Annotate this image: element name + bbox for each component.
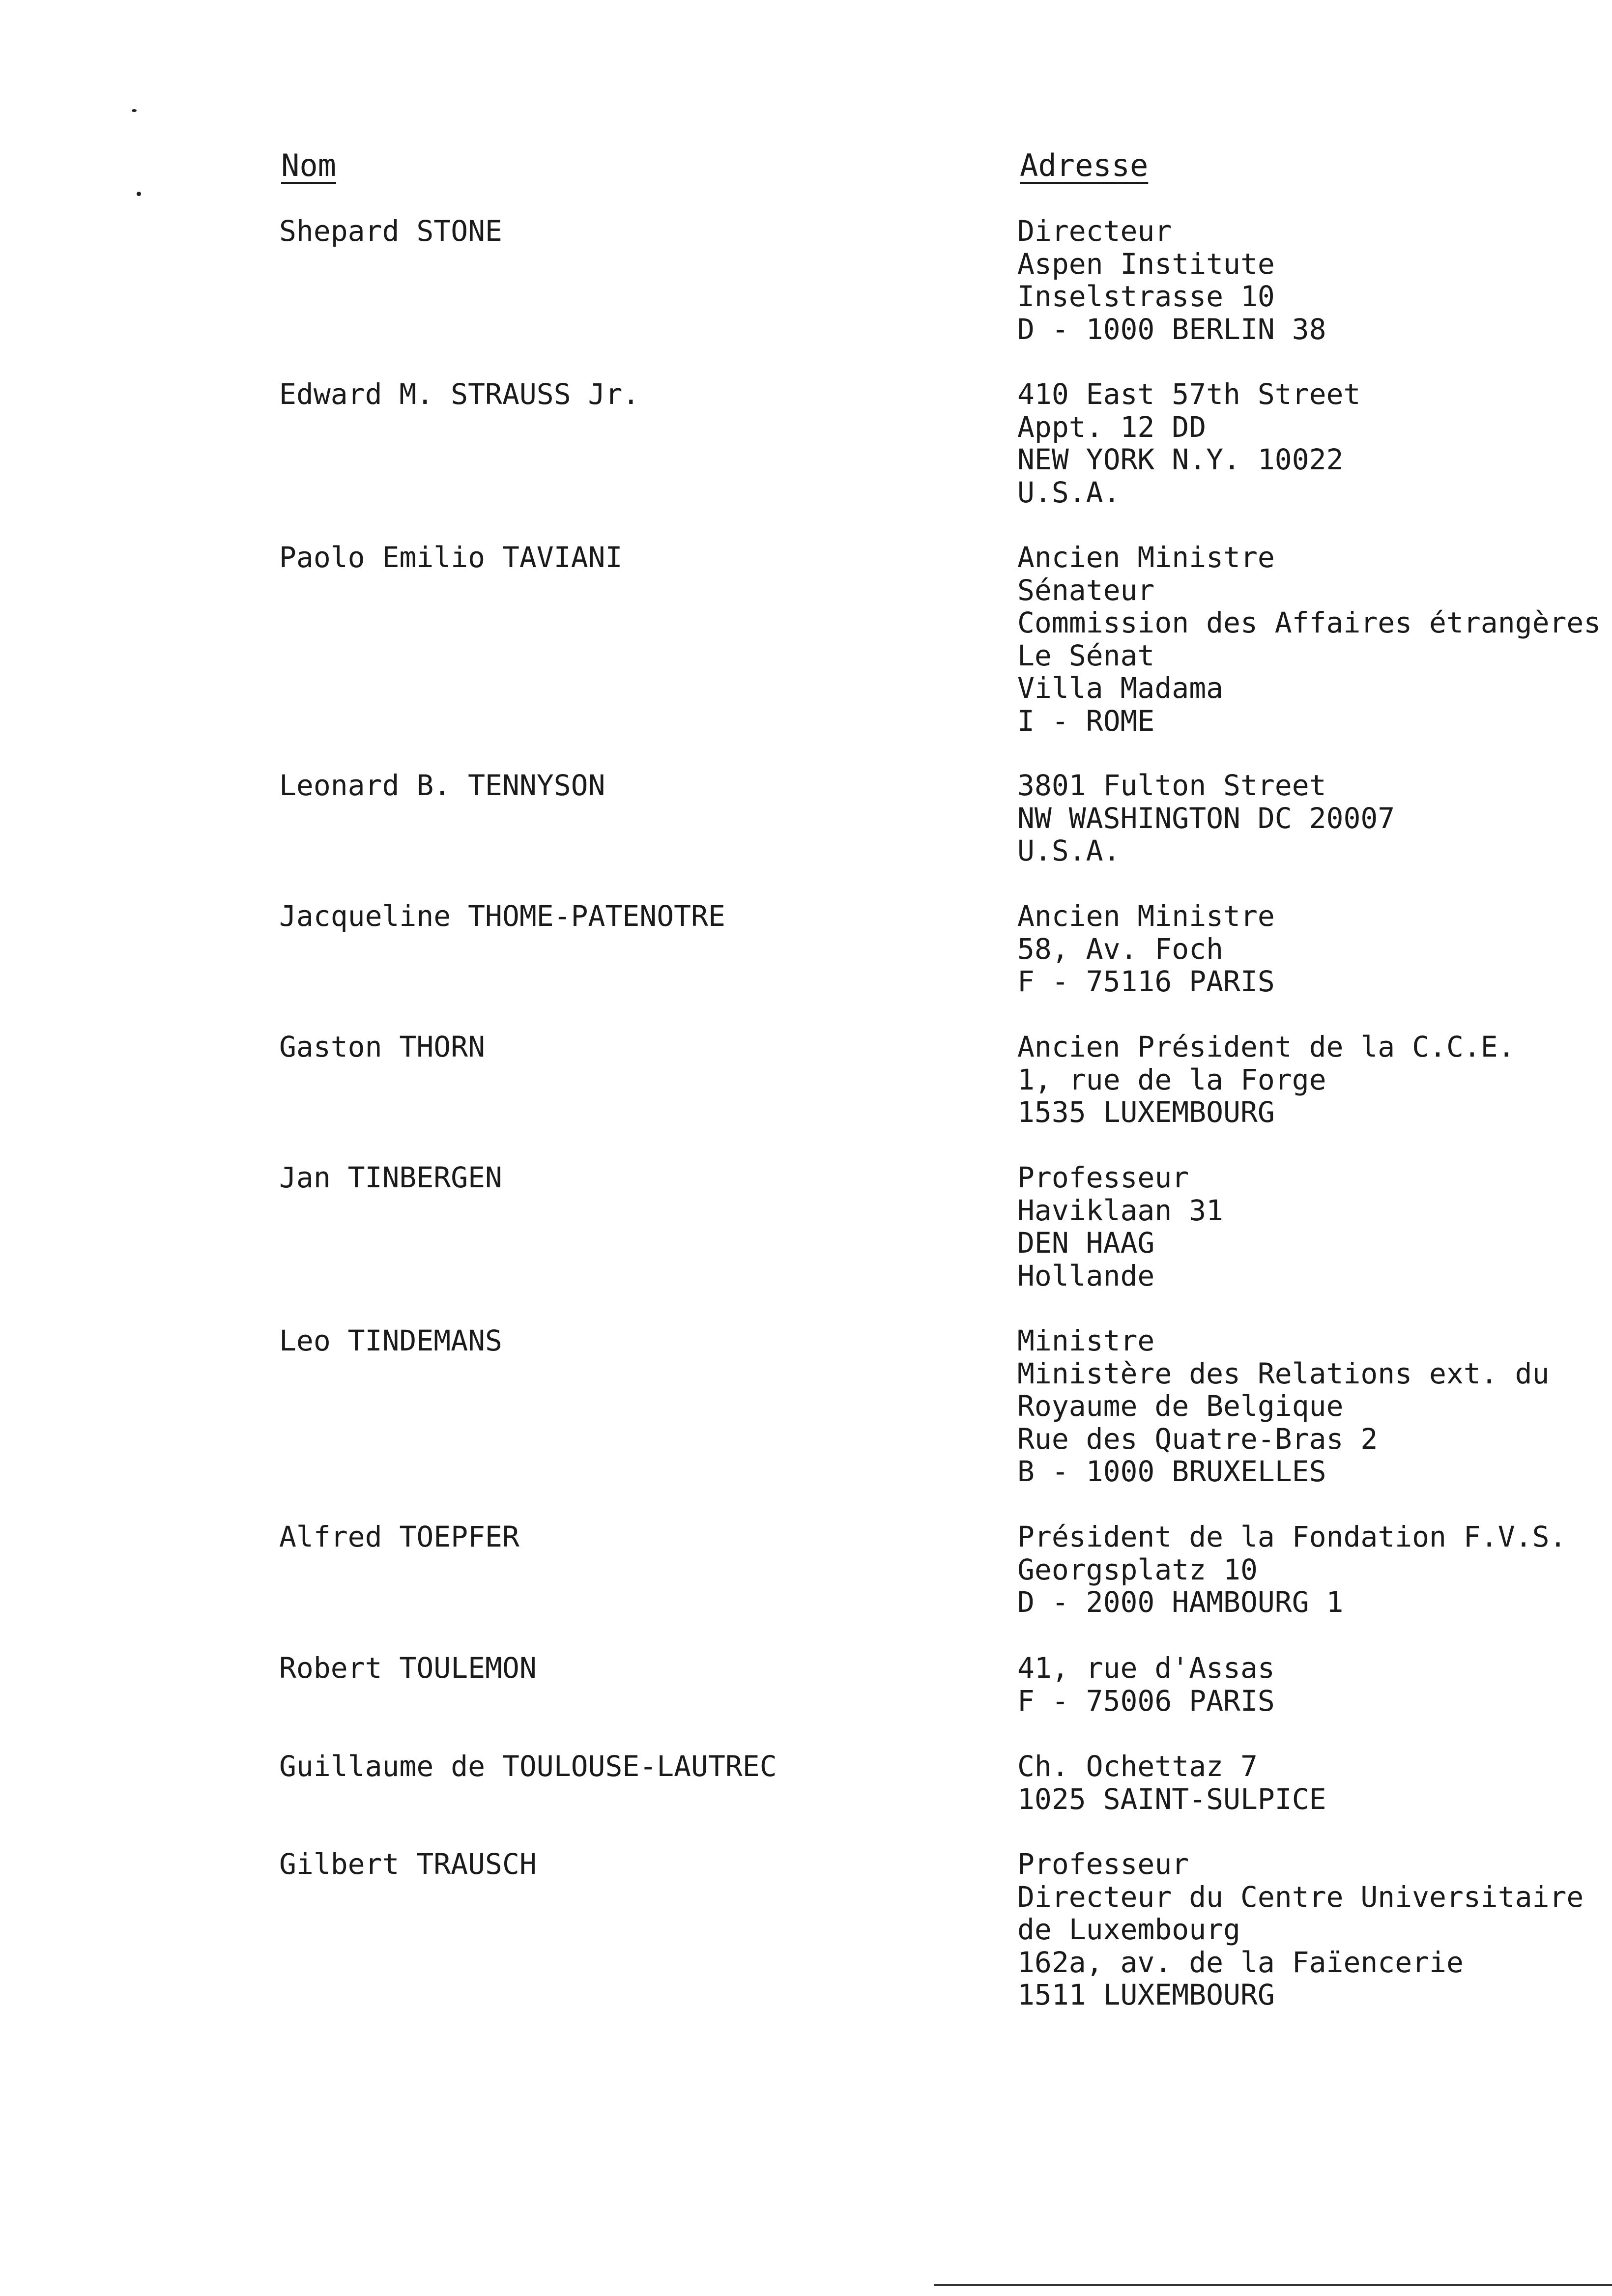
address-line: Ch. Ochettaz 7 <box>1017 1750 1258 1783</box>
entry-name: Leonard B. TENNYSON <box>279 769 605 802</box>
address-line: Directeur <box>1017 214 1172 248</box>
entry-name: Guillaume de TOULOUSE-LAUTREC <box>279 1750 777 1783</box>
entry-name: Robert TOULEMON <box>279 1651 537 1685</box>
address-line: F - 75006 PARIS <box>1017 1684 1275 1718</box>
address-line: Ministre <box>1017 1324 1155 1357</box>
address-line: Ministère des Relations ext. du <box>1017 1356 1550 1390</box>
address-line: 1, rue de la Forge <box>1017 1062 1326 1096</box>
address-line: Appt. 12 DD <box>1017 410 1207 444</box>
entry-address <box>1017 1652 1275 1717</box>
entry-name: Jacqueline THOME-PATENOTRE <box>279 899 725 933</box>
address-line: 1511 LUXEMBOURG <box>1017 1978 1275 2011</box>
address-line: F - 75116 PARIS <box>1017 965 1275 998</box>
address-line: Professeur <box>1017 1161 1189 1194</box>
entry-address <box>1017 215 1326 345</box>
column-header-name: Nom <box>281 147 336 183</box>
entry-name: Edward M. STRAUSS Jr. <box>279 377 640 411</box>
address-line: Le Sénat <box>1017 638 1155 672</box>
address-line: 1025 SAINT-SULPICE <box>1017 1782 1326 1816</box>
address-line: Ancien Ministre <box>1017 541 1275 574</box>
address-line: Commission des Affaires étrangères <box>1017 606 1601 639</box>
entry-address <box>1017 769 1395 867</box>
address-line: Président de la Fondation F.V.S. <box>1017 1520 1567 1553</box>
entry-address <box>1017 1031 1515 1129</box>
address-line: 58, Av. Foch <box>1017 932 1224 966</box>
address-line: U.S.A. <box>1017 475 1121 509</box>
entry-name: Gilbert TRAUSCH <box>279 1847 537 1881</box>
entry-name: Alfred TOEPFER <box>279 1520 519 1553</box>
address-line: 410 East 57th Street <box>1017 377 1361 411</box>
address-line: Rue des Quatre-Bras 2 <box>1017 1422 1378 1456</box>
footer-rule <box>934 2284 1612 2286</box>
entry-address <box>1017 1521 1566 1619</box>
entry-name: Paolo Emilio TAVIANI <box>279 541 623 574</box>
entry-address <box>1017 378 1360 509</box>
address-line: Georgsplatz 10 <box>1017 1552 1258 1586</box>
address-line: 3801 Fulton Street <box>1017 769 1326 802</box>
entry-address <box>1017 1848 1583 2011</box>
address-line: Inselstrasse 10 <box>1017 280 1275 313</box>
address-line: NW WASHINGTON DC 20007 <box>1017 801 1395 835</box>
address-line: I - ROME <box>1017 704 1155 738</box>
entry-name: Shepard STONE <box>279 214 502 248</box>
address-line: 162a, av. de la Faïencerie <box>1017 1945 1464 1979</box>
entry-address <box>1017 1324 1550 1488</box>
address-line: DEN HAAG <box>1017 1226 1155 1260</box>
column-header-address: Adresse <box>1020 147 1149 183</box>
address-line: Sénateur <box>1017 573 1155 607</box>
address-line: Villa Madama <box>1017 671 1224 705</box>
entry-address <box>1017 900 1275 998</box>
address-line: D - 1000 BERLIN 38 <box>1017 312 1326 346</box>
address-line: Royaume de Belgique <box>1017 1389 1344 1423</box>
address-line: Hollande <box>1017 1259 1155 1292</box>
address-line: D - 2000 HAMBOURG 1 <box>1017 1585 1344 1619</box>
address-line: 1535 LUXEMBOURG <box>1017 1095 1275 1129</box>
address-line: U.S.A. <box>1017 834 1121 867</box>
entry-name: Leo TINDEMANS <box>279 1324 502 1357</box>
scan-speck <box>132 109 137 112</box>
address-line: Ancien Président de la C.C.E. <box>1017 1030 1515 1063</box>
entry-name: Jan TINBERGEN <box>279 1161 502 1194</box>
entry-address <box>1017 1750 1326 1815</box>
entry-address <box>1017 541 1601 737</box>
address-line: Professeur <box>1017 1847 1189 1881</box>
address-line: NEW YORK N.Y. 10022 <box>1017 443 1344 476</box>
entry-address <box>1017 1161 1223 1292</box>
entry-name: Gaston THORN <box>279 1030 486 1063</box>
address-line: Aspen Institute <box>1017 247 1275 281</box>
address-line: 41, rue d'Assas <box>1017 1651 1275 1685</box>
address-line: de Luxembourg <box>1017 1913 1240 1946</box>
address-line: B - 1000 BRUXELLES <box>1017 1455 1326 1488</box>
address-line: Haviklaan 31 <box>1017 1193 1224 1227</box>
address-line: Ancien Ministre <box>1017 899 1275 933</box>
address-line: Directeur du Centre Universitaire <box>1017 1880 1584 1914</box>
scan-speck <box>137 192 141 196</box>
